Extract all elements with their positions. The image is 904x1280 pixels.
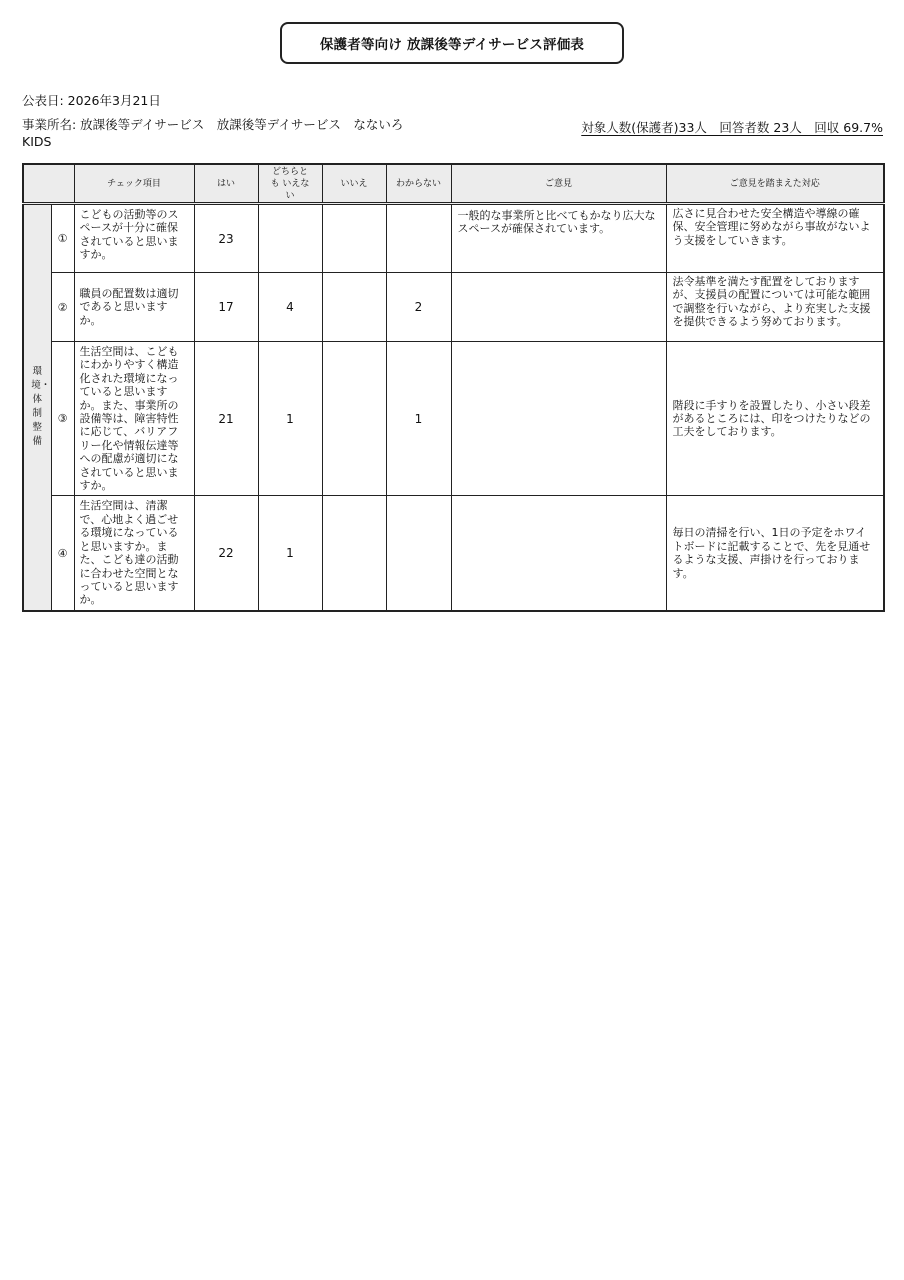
response-text: 広さに見合わせた安全構造や導線の確保、安全管理に努めながら事故がないよう支援をしていきます。 [666, 204, 884, 273]
table-row [23, 496, 884, 611]
check-item-text: 生活空間は、こどもにわかりやすく構造化された環境になっていると思いますか。また、事業所の設備等は、障害特性に応じて、バリアフリー化や情報伝達等への配慮が適切になされていると思いますか。 [74, 342, 194, 496]
document-title-text: 保護者等向け 放課後等デイサービス評価表 [319, 37, 585, 53]
check-item-text: 職員の配置数は適切であると思いますか。 [74, 273, 194, 342]
table-row [23, 273, 884, 342]
category-cell [23, 204, 51, 611]
no-count [322, 342, 386, 496]
yes-count: 23 [194, 204, 258, 273]
header-blank [23, 164, 74, 204]
neither-count: 1 [258, 496, 322, 611]
header-unknown: わからない [386, 164, 451, 204]
category-label: 環境・体制整備 [31, 366, 51, 448]
table-row [23, 342, 884, 496]
yes-count: 22 [194, 496, 258, 611]
unknown-count: 2 [386, 273, 451, 342]
unknown-count: 1 [386, 342, 451, 496]
row-number: ② [51, 273, 74, 342]
header-no: いいえ [322, 164, 386, 204]
response-text: 階段に手すりを設置したり、小さい段差があるところには、印をつけたりなどの工夫をしております。 [666, 342, 884, 496]
check-item-text: 生活空間は、清潔で、心地よく過ごせる環境になっていると思いますか。また、こども達の活動に合わせた空間となっていると思いますか。 [74, 496, 194, 611]
header-neither [258, 164, 322, 204]
row-number: ④ [51, 496, 74, 611]
header-yes: はい [194, 164, 258, 204]
opinion-text [451, 342, 666, 496]
opinion-text [451, 496, 666, 611]
office-name: 事業所名: 放課後等デイサービス 放課後等デイサービス なないろKIDS [22, 117, 404, 149]
check-item-text: こどもの活動等のスペースが十分に確保されていると思いますか。 [74, 204, 194, 273]
publish-date: 公表日: 2026年3月21日 [22, 93, 161, 108]
no-count [322, 204, 386, 273]
response-text: 毎日の清掃を行い、1日の予定をホワイトボードに記載することで、先を見通せるような支援、声掛けを行っております。 [666, 496, 884, 611]
row-number: ① [51, 204, 74, 273]
header-response: ご意見を踏まえた対応 [666, 164, 884, 204]
opinion-text: 一般的な事業所と比べてもかなり広大なスペースが確保されています。 [451, 204, 666, 273]
response-text: 法令基準を満たす配置をしておりますが、支援員の配置については可能な範囲で調整を行いながら、より充実した支援を提供できるよう努めております。 [666, 273, 884, 342]
evaluation-table [22, 163, 885, 612]
header-opinion: ご意見 [451, 164, 666, 204]
unknown-count [386, 496, 451, 611]
table-header-row [23, 164, 884, 204]
no-count [322, 273, 386, 342]
unknown-count [386, 204, 451, 273]
response-stats: 対象人数(保護者)33人 回答者数 23人 回収 69.7% [581, 120, 883, 135]
header-neither-text: どちらとも いえない [270, 166, 310, 201]
row-number: ③ [51, 342, 74, 496]
header-check-item: チェック項目 [74, 164, 194, 204]
no-count [322, 496, 386, 611]
neither-count [258, 204, 322, 273]
yes-count: 17 [194, 273, 258, 342]
opinion-text [451, 273, 666, 342]
neither-count: 1 [258, 342, 322, 496]
document-title [280, 22, 624, 64]
table-row [23, 204, 884, 273]
yes-count: 21 [194, 342, 258, 496]
neither-count: 4 [258, 273, 322, 342]
